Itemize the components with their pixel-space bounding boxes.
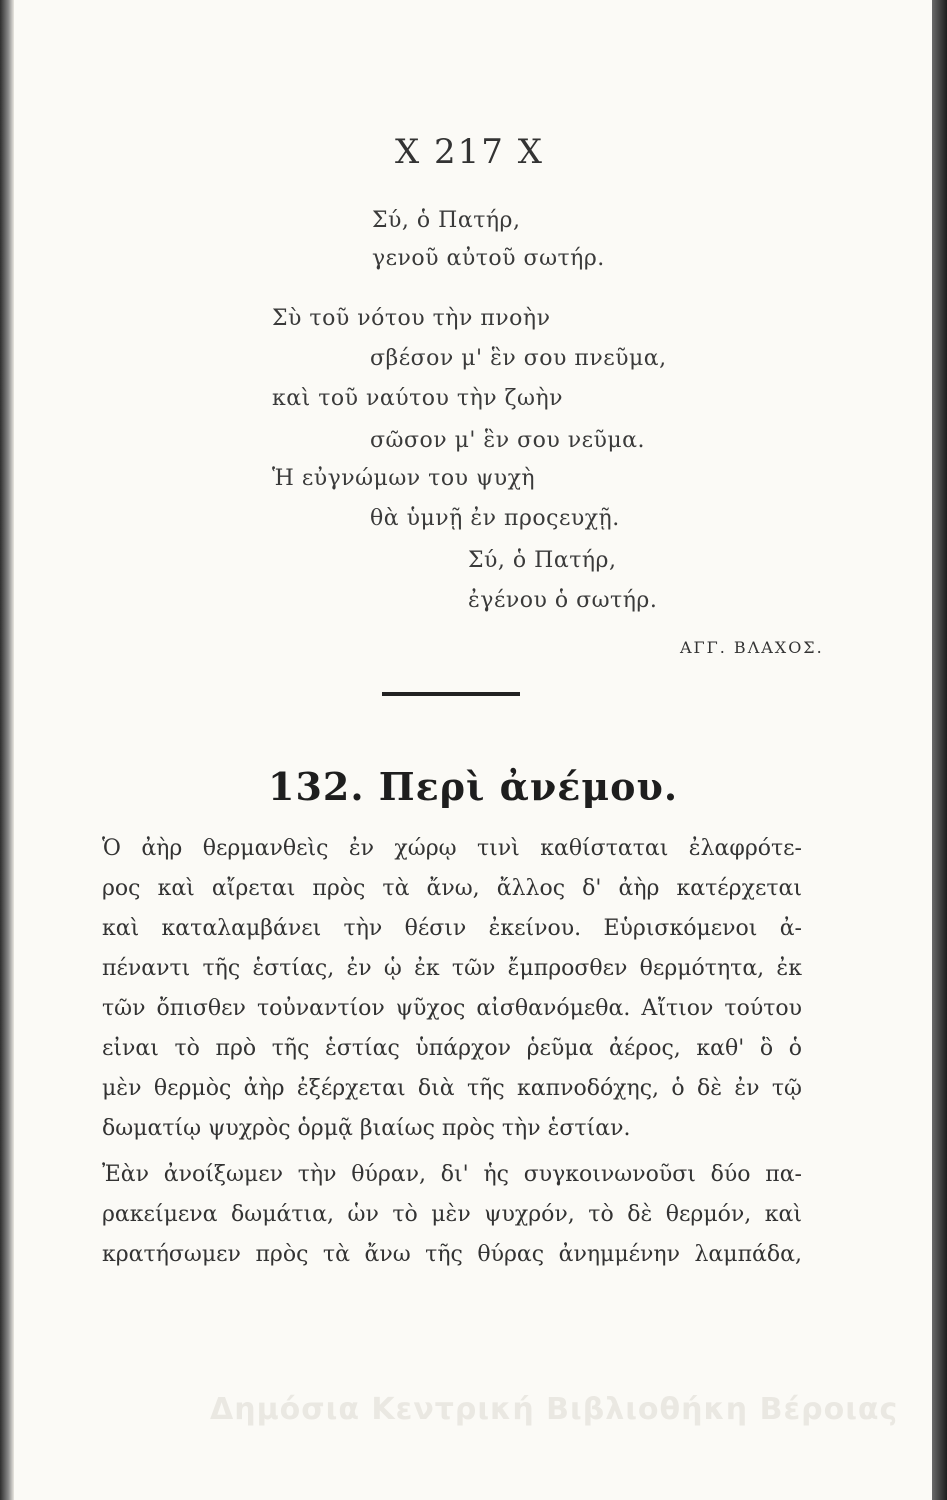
paragraph-line: πέναντι τῆς ἑστίας, ἐν ᾧ ἐκ τῶν ἔμπροσθεν θερμότητα, ἐκ — [102, 956, 802, 981]
poem-line: Σύ, ὁ Πατήρ, — [372, 208, 521, 233]
paragraph-line: μὲν θερμὸς ἀὴρ ἐξέρχεται διὰ τῆς καπνοδόχης, ὁ δὲ ἐν τῷ — [102, 1076, 802, 1101]
page-number: Χ 217 Χ — [395, 132, 544, 172]
section-heading: 132. Περὶ ἀνέμου. — [268, 764, 679, 809]
paragraph-line: εἶναι τὸ πρὸ τῆς ἑστίας ὑπάρχον ῥεῦμα ἀέρος, καθ' ὃ ὁ — [102, 1036, 802, 1061]
paragraph-line: τῶν ὄπισθεν τοὐναντίον ψῦχος αἰσθανόμεθα. Αἴτιον τούτου — [102, 996, 802, 1021]
poem-line: Ἡ εὐγνώμων του ψυχὴ — [272, 466, 536, 491]
section-divider — [382, 692, 520, 696]
library-watermark: Δημόσια Κεντρική Βιβλιοθήκη Βέροιας — [210, 1392, 899, 1427]
poem-line: σβέσον μ' ἓν σου πνεῦμα, — [370, 346, 667, 371]
poem-line: σῶσον μ' ἓν σου νεῦμα. — [370, 428, 646, 453]
paragraph-line: ρακείμενα δωμάτια, ὧν τὸ μὲν ψυχρόν, τὸ δὲ θερμόν, καὶ — [102, 1202, 802, 1227]
paragraph-line: καὶ καταλαμβάνει τὴν θέσιν ἐκείνου. Εὑρισκόμενοι ἀ- — [102, 916, 802, 941]
paragraph-line: Ὁ ἀὴρ θερμανθεὶς ἐν χώρῳ τινὶ καθίσταται ἐλαφρότε- — [102, 836, 802, 861]
author-signature: ΑΓΓ. ΒΛΑΧΟΣ. — [680, 638, 824, 657]
paragraph-line: δωματίῳ ψυχρὸς ὁρμᾷ βιαίως πρὸς τὴν ἑστίαν. — [102, 1116, 631, 1141]
paragraph-line: ρος καὶ αἴρεται πρὸς τὰ ἄνω, ἄλλος δ' ἀὴρ κατέρχεται — [102, 876, 802, 901]
poem-line: ἐγένου ὁ σωτήρ. — [468, 588, 658, 613]
poem-line: Σὺ τοῦ νότου τὴν πνοὴν — [272, 306, 551, 331]
poem-line: θὰ ὑμνῇ ἐν προςευχῇ. — [370, 506, 620, 531]
poem-line: καὶ τοῦ ναύτου τὴν ζωὴν — [272, 386, 564, 411]
poem-line: Σύ, ὁ Πατήρ, — [468, 548, 617, 573]
scan-border — [932, 0, 947, 1500]
paragraph-line: Ἐὰν ἀνοίξωμεν τὴν θύραν, δι' ἧς συγκοινωνοῦσι δύο πα- — [102, 1162, 802, 1187]
poem-line: γενοῦ αὐτοῦ σωτήρ. — [372, 246, 605, 271]
paragraph-line: κρατήσωμεν πρὸς τὰ ἄνω τῆς θύρας ἀνημμένην λαμπάδα, — [102, 1242, 802, 1267]
book-spine-shadow — [0, 0, 14, 1500]
